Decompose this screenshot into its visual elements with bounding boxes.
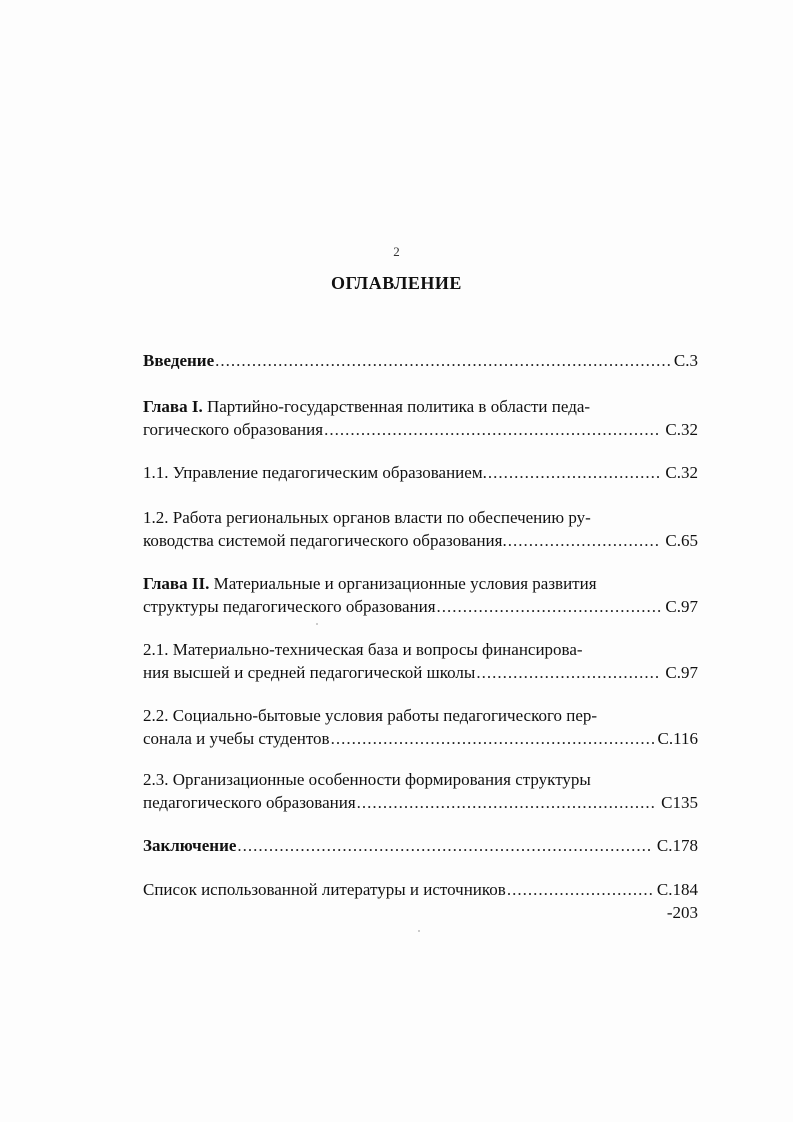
scan-speck bbox=[316, 623, 318, 625]
scan-speck bbox=[418, 930, 420, 932]
toc-entry-chapter-2[interactable] bbox=[143, 572, 698, 618]
entry-page: С135 bbox=[661, 793, 698, 812]
dot-leader bbox=[476, 661, 661, 684]
entry-text-line2: гогического образования bbox=[143, 420, 324, 439]
toc-entry-chapter-1[interactable] bbox=[143, 395, 698, 441]
dot-leader bbox=[237, 834, 652, 857]
page-number: 2 bbox=[393, 244, 400, 259]
entry-page: С.184 bbox=[656, 880, 698, 899]
chapter-prefix: Глава I. bbox=[143, 397, 203, 416]
toc-entry-introduction[interactable] bbox=[143, 349, 698, 372]
dot-leader bbox=[215, 349, 670, 372]
entry-text-line2: ния высшей и средней педагогической школы bbox=[143, 663, 476, 682]
entry-text-line1: 2.1. Материально-техническая база и вопросы финансирова- bbox=[143, 640, 583, 659]
dot-leader bbox=[331, 727, 654, 750]
toc-entry-section-2-2[interactable] bbox=[143, 704, 698, 750]
toc-entry-section-2-1[interactable] bbox=[143, 638, 698, 684]
entry-page: С.32 bbox=[665, 463, 698, 482]
entry-text-line1: 2.2. Социально-бытовые условия работы педагогического пер- bbox=[143, 706, 598, 725]
entry-text-line2: сонала и учебы студентов bbox=[143, 729, 330, 748]
entry-page-end: -203 bbox=[666, 903, 698, 922]
toc-entry-section-2-3[interactable] bbox=[143, 768, 698, 814]
dot-leader bbox=[324, 418, 661, 441]
entry-text-line1: Материальные и организационные условия развития bbox=[213, 574, 597, 593]
dot-leader bbox=[508, 529, 662, 552]
entry-label: Введение bbox=[143, 351, 215, 370]
dot-leader bbox=[437, 595, 662, 618]
dot-leader bbox=[357, 791, 657, 814]
entry-text-line1: 1.2. Работа региональных органов власти по обеспечению ру- bbox=[143, 508, 591, 527]
entry-text: Список использованной литературы и источников bbox=[143, 880, 506, 899]
toc-entry-section-1-1[interactable] bbox=[143, 461, 698, 484]
toc-entry-conclusion[interactable] bbox=[143, 834, 698, 857]
dot-leader bbox=[507, 878, 653, 901]
dot-leader bbox=[488, 461, 662, 484]
entry-page: С.3 bbox=[673, 351, 698, 370]
entry-page: С.97 bbox=[665, 597, 698, 616]
toc-entry-sources[interactable] bbox=[143, 878, 698, 922]
entry-text-line1: Партийно-государственная политика в области педа- bbox=[206, 397, 591, 416]
chapter-prefix: Глава II. bbox=[143, 574, 210, 593]
entry-text-line2: структуры педагогического образования bbox=[143, 597, 436, 616]
entry-page: С.116 bbox=[657, 729, 698, 748]
toc-entry-section-1-2[interactable] bbox=[143, 506, 698, 552]
entry-text: 1.1. Управление педагогическим образованием. bbox=[143, 463, 487, 482]
entry-page: С.97 bbox=[665, 663, 698, 682]
toc-title: ОГЛАВЛЕНИЕ bbox=[331, 273, 462, 293]
entry-text-line1: 2.3. Организационные особенности формирования структуры bbox=[143, 770, 591, 789]
entry-text-line2: ководства системой педагогического образования. bbox=[143, 531, 507, 550]
entry-label: Заключение bbox=[143, 836, 237, 855]
entry-page: С.178 bbox=[656, 836, 698, 855]
entry-page: С.32 bbox=[665, 420, 698, 439]
entry-text-line2: педагогического образования bbox=[143, 793, 356, 812]
entry-page: С.65 bbox=[665, 531, 698, 550]
